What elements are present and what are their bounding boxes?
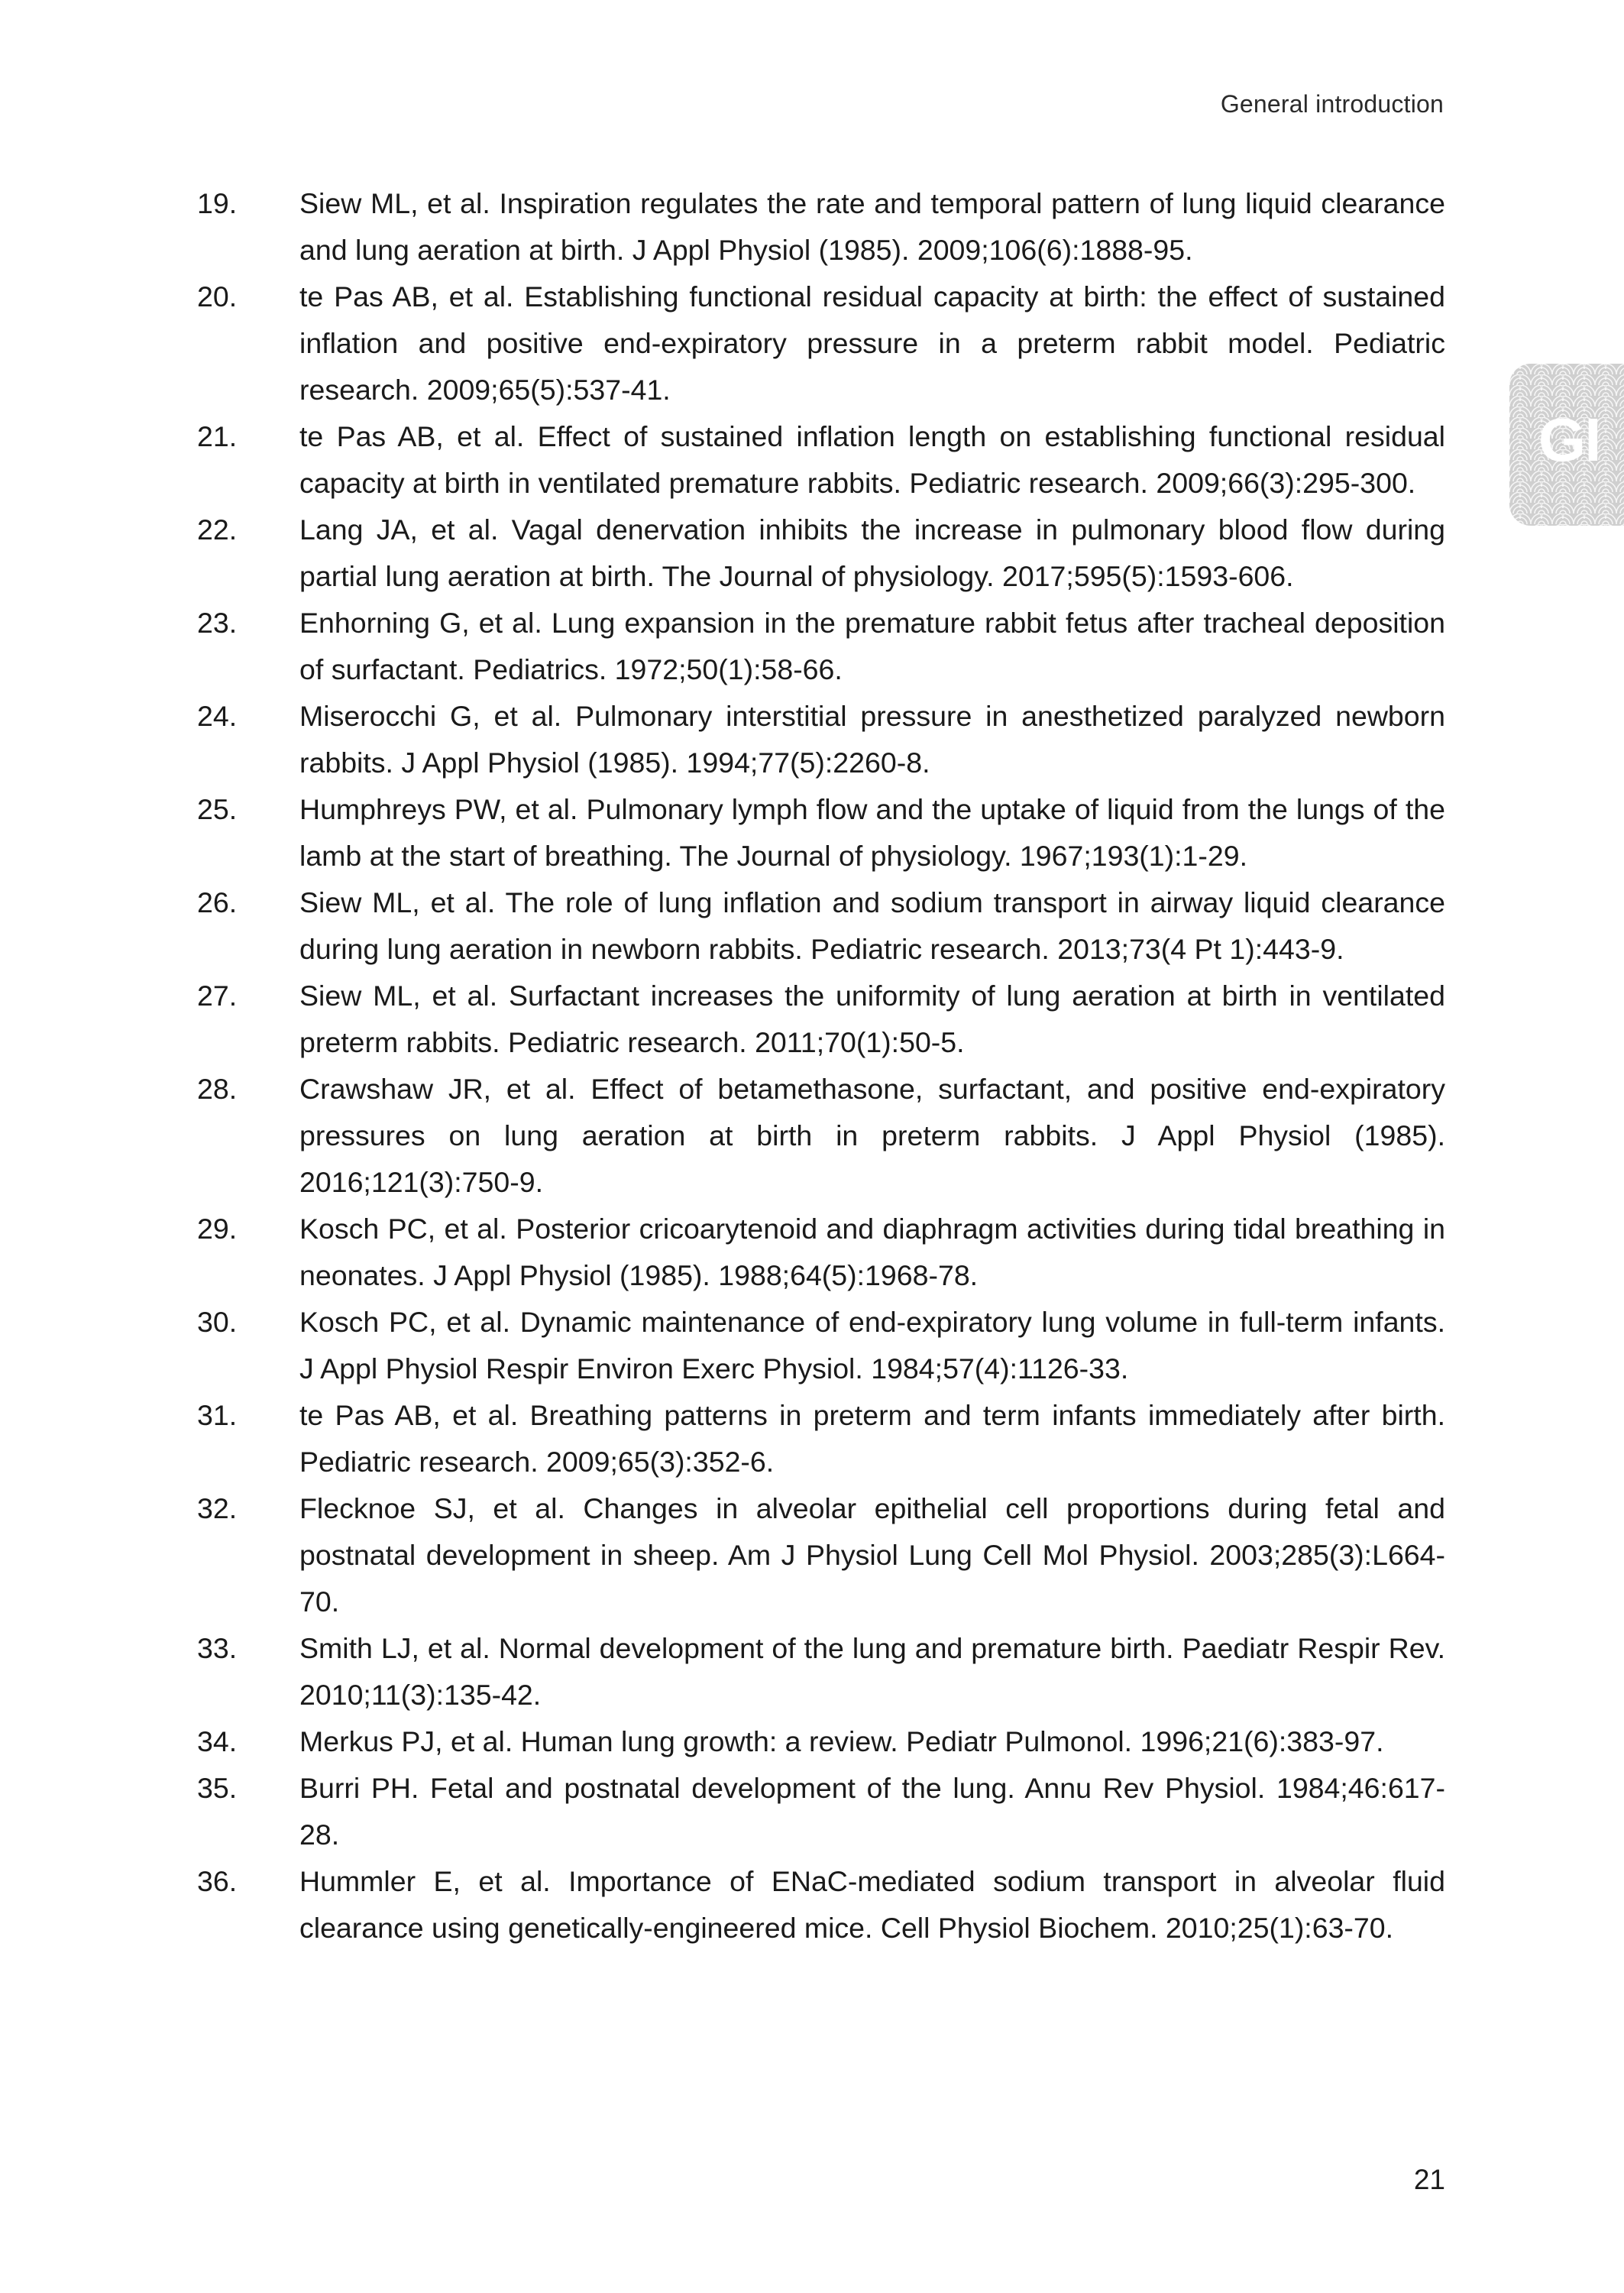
reference-number: 34. xyxy=(197,1725,238,1757)
reference-item xyxy=(197,1625,1445,1718)
reference-number: 24. xyxy=(197,700,238,732)
reference-item xyxy=(197,1765,1445,1858)
reference-text: Flecknoe SJ, et al. Changes in alveolar epithelial cell proportions during fetal and postnatal development in sheep. Am J Physiol Lung Cell Mol Physiol. 2003;285(3):L664-70. xyxy=(299,1492,1445,1618)
reference-number: 28. xyxy=(197,1073,238,1105)
reference-number: 19. xyxy=(197,187,238,219)
reference-item xyxy=(197,413,1445,507)
reference-text: Lang JA, et al. Vagal denervation inhibits the increase in pulmonary blood flow during partial lung aeration at birth. The Journal of physiology. 2017;595(5):1593-606. xyxy=(299,513,1445,592)
chapter-tab xyxy=(1509,364,1624,526)
reference-item xyxy=(197,1392,1445,1485)
page-number: 21 xyxy=(1413,2164,1445,2195)
reference-text: te Pas AB, et al. Establishing functional residual capacity at birth: the effect of sustained inflation and positive end-expiratory pressure in a preterm rabbit model. Pediatric research. 2009;65(5):537-41. xyxy=(299,280,1445,406)
reference-number: 32. xyxy=(197,1492,238,1524)
reference-item xyxy=(197,1485,1445,1625)
reference-item xyxy=(197,1299,1445,1392)
reference-item xyxy=(197,274,1445,413)
reference-text: Kosch PC, et al. Posterior cricoarytenoid and diaphragm activities during tidal breathing in neonates. J Appl Physiol (1985). 1988;64(5):1968-78. xyxy=(299,1213,1445,1291)
reference-text: Siew ML, et al. The role of lung inflation and sodium transport in airway liquid clearance during lung aeration in newborn rabbits. Pediatric research. 2013;73(4 Pt 1):443-9. xyxy=(299,886,1445,965)
reference-text: Siew ML, et al. Inspiration regulates the rate and temporal pattern of lung liquid clearance and lung aeration at birth. J Appl Physiol (1985). 2009;106(6):1888-95. xyxy=(299,187,1445,266)
reference-text: Hummler E, et al. Importance of ENaC-mediated sodium transport in alveolar fluid clearance using genetically-engineered mice. Cell Physiol Biochem. 2010;25(1):63-70. xyxy=(299,1865,1445,1944)
reference-number: 23. xyxy=(197,607,238,639)
reference-number: 27. xyxy=(197,980,238,1012)
chapter-tab-label: GI xyxy=(1538,406,1600,474)
reference-list xyxy=(197,180,1445,1951)
reference-item xyxy=(197,1718,1445,1765)
reference-text: Miserocchi G, et al. Pulmonary interstitial pressure in anesthetized paralyzed newborn rabbits. J Appl Physiol (1985). 1994;77(5):2260-8. xyxy=(299,700,1445,779)
reference-item xyxy=(197,1858,1445,1951)
reference-text: Siew ML, et al. Surfactant increases the uniformity of lung aeration at birth in ventilated preterm rabbits. Pediatric research. 2011;70(1):50-5. xyxy=(299,980,1445,1058)
reference-item xyxy=(197,693,1445,786)
reference-number: 29. xyxy=(197,1213,238,1245)
reference-number: 26. xyxy=(197,886,238,918)
reference-text: Enhorning G, et al. Lung expansion in the premature rabbit fetus after tracheal deposition of surfactant. Pediatrics. 1972;50(1):58-66. xyxy=(299,607,1445,685)
reference-number: 20. xyxy=(197,280,238,313)
reference-item xyxy=(197,786,1445,879)
reference-item xyxy=(197,180,1445,274)
reference-text: Humphreys PW, et al. Pulmonary lymph flow and the uptake of liquid from the lungs of the lamb at the start of breathing. The Journal of physiology. 1967;193(1):1-29. xyxy=(299,793,1445,872)
reference-text: Merkus PJ, et al. Human lung growth: a review. Pediatr Pulmonol. 1996;21(6):383-97. xyxy=(299,1725,1384,1757)
reference-number: 31. xyxy=(197,1399,238,1431)
reference-number: 33. xyxy=(197,1632,238,1664)
reference-text: te Pas AB, et al. Breathing patterns in preterm and term infants immediately after birth. Pediatric research. 2009;65(3):352-6. xyxy=(299,1399,1445,1478)
reference-item xyxy=(197,879,1445,973)
reference-item xyxy=(197,600,1445,693)
reference-text: Smith LJ, et al. Normal development of the lung and premature birth. Paediatr Respir Rev. 2010;11(3):135-42. xyxy=(299,1632,1445,1711)
reference-text: Burri PH. Fetal and postnatal development of the lung. Annu Rev Physiol. 1984;46:617-28. xyxy=(299,1772,1445,1851)
reference-number: 22. xyxy=(197,513,238,546)
reference-number: 30. xyxy=(197,1306,238,1338)
reference-number: 25. xyxy=(197,793,238,825)
reference-number: 36. xyxy=(197,1865,238,1897)
reference-item xyxy=(197,1206,1445,1299)
reference-text: te Pas AB, et al. Effect of sustained inflation length on establishing functional residual capacity at birth in ventilated premature rabbits. Pediatric research. 2009;66(3):295-300. xyxy=(299,420,1445,499)
reference-item xyxy=(197,507,1445,600)
running-header: General introduction xyxy=(1220,90,1444,118)
reference-number: 35. xyxy=(197,1772,238,1804)
reference-item xyxy=(197,973,1445,1066)
reference-text: Kosch PC, et al. Dynamic maintenance of end-expiratory lung volume in full-term infants. J Appl Physiol Respir Environ Exerc Physiol. 1984;57(4):1126-33. xyxy=(299,1306,1445,1385)
reference-text: Crawshaw JR, et al. Effect of betamethasone, surfactant, and positive end-expiratory pressures on lung aeration at birth in preterm rabbits. J Appl Physiol (1985). 2016;121(3):750-9. xyxy=(299,1073,1445,1198)
reference-number: 21. xyxy=(197,420,238,452)
reference-item xyxy=(197,1066,1445,1206)
